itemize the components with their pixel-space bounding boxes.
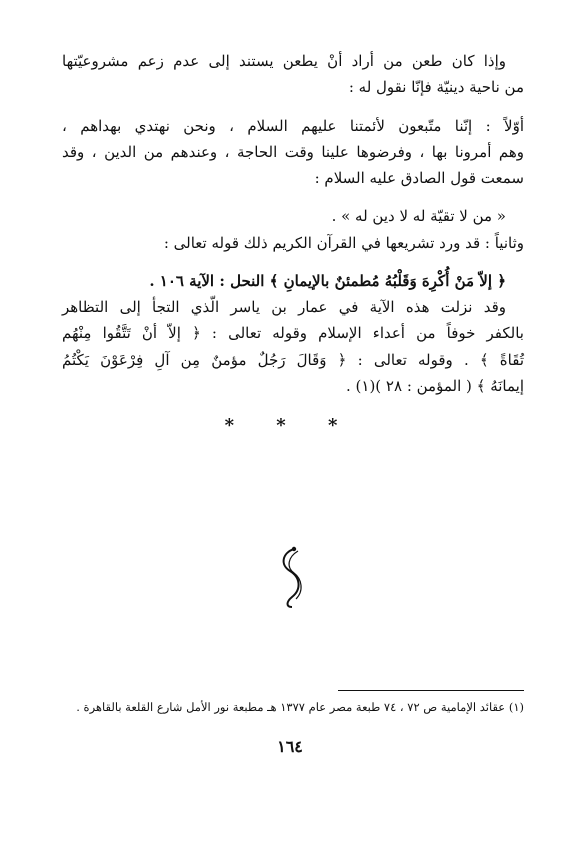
section-separator: * * * <box>224 415 356 436</box>
quran-verse-line: ﴿ إلاّ مَنْ أُكْرِهَ وَقَلْبُهُ مُطمئنٌ بالإيمانِ ﴾ النحل : الآية ١٠٦ . <box>149 271 506 290</box>
text-line-5: سمعت قول الصادق عليه السلام : <box>314 169 524 187</box>
text-line-7: وثانياً : قد ورد تشريعها في القرآن الكريم ذلك قوله تعالى : <box>163 233 524 252</box>
text-line-3: أوّلاً : إنّنا متّبعون لأئمتنا عليهم السلام ، ونحن نهتدي بهداهم ، <box>62 116 524 135</box>
footnote: (١) عقائد الإمامية ص ٧٢ ، ٧٤ طبعة مصر عام ١٣٧٧ هـ مطبعة نور الأمل شارع القلعة بالقاهرة . <box>76 700 524 714</box>
text-line-4: وهم أمرونا بها ، وفرضوها علينا وقت الحاجة ، وعندهم من الدين ، وقد <box>62 142 524 161</box>
footnote-rule <box>338 690 524 691</box>
text-line-10: بالكفر خوفاً من أعداء الإسلام وقوله تعالى : ﴿ إلاّ أنْ تَتَّقُوا مِنْهُم <box>62 324 524 343</box>
text-line-11: تُقَاةً ﴾ . وقوله تعالى : ﴿ وَقَالَ رَجُلٌ مؤمنٌ مِن آلِ فِرْعَوْنَ يَكْتُمُ <box>62 350 524 369</box>
text-line-2: من ناحية دينيّة فإنّا نقول له : <box>348 78 524 97</box>
text-line-6: « من لا تقيّة له لا دين له » . <box>331 207 506 226</box>
text-line-12: إيمانَهُ ﴾ ( المؤمن : ٢٨ )(١) . <box>345 376 524 395</box>
text-line-9: وقد نزلت هذه الآية في عمار بن ياسر الّذي التجأ إلى التظاهر <box>62 298 506 316</box>
flourish-ornament-icon <box>272 545 312 609</box>
page-number: ١٦٤ <box>277 737 303 756</box>
text-line-1: وإذا كان طعن من أراد أنْ يطعن يستند إلى عدم زعم مشروعيّتها <box>62 52 506 70</box>
main-text <box>62 48 524 399</box>
